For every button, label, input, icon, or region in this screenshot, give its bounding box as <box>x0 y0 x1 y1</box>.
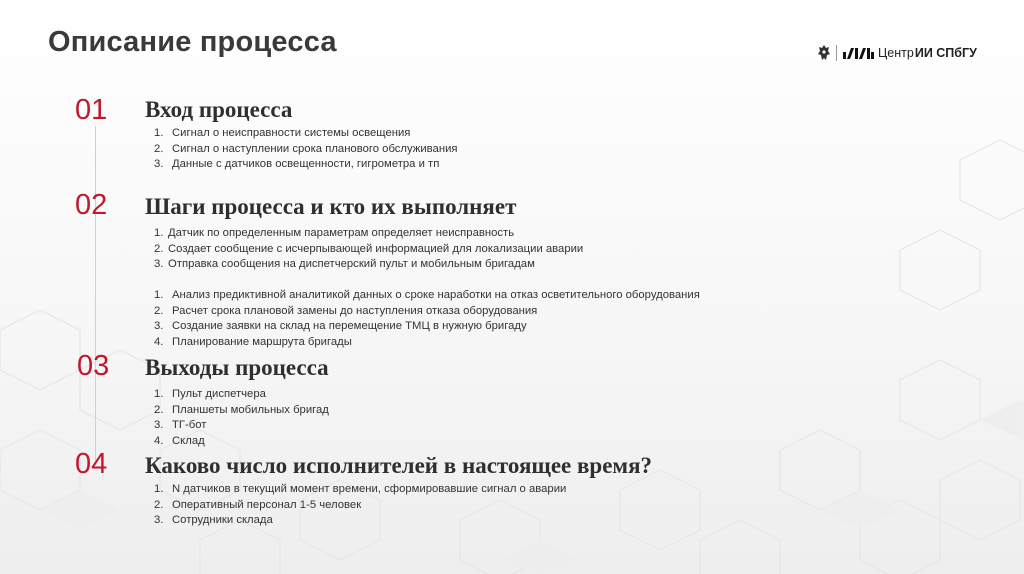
list-item: 1. Сигнал о неисправности системы освещения <box>154 127 411 139</box>
section-heading: Каково число исполнителей в настоящее время? <box>145 453 653 478</box>
ai-center-mark-icon <box>843 46 875 60</box>
list-item: 2. Создает сообщение с исчерпывающей информацией для локализации аварии <box>154 242 584 255</box>
logo-text-bold: ИИ СПбГУ <box>914 46 977 60</box>
list-item: 3. Создание заявки на склад на перемещение ТМЦ в нужную бригаду <box>154 320 527 333</box>
list-item: 3. Отправка сообщения на диспетчерский пульт и мобильным бригадам <box>154 258 535 271</box>
section-heading: Вход процесса <box>145 97 293 122</box>
list-item: 1. Анализ предиктивной аналитикой данных о сроке наработки на отказ осветительного оборудования <box>154 289 700 301</box>
list-item: 3. Сотрудники склада <box>154 514 273 527</box>
section-number: 04 <box>75 448 108 480</box>
spbgu-ai-center-logo <box>817 42 977 64</box>
section-list <box>154 226 583 273</box>
list-item: 4. Склад <box>154 434 205 447</box>
logo-text-main: Центр <box>878 46 914 60</box>
section-heading: Выходы процесса <box>145 355 329 380</box>
list-item: 2. Планшеты мобильных бригад <box>154 403 329 416</box>
university-emblem-icon <box>817 44 831 62</box>
section-list <box>154 288 700 350</box>
list-item: 4. Планирование маршрута бригады <box>154 335 352 348</box>
list-item: 3. Данные с датчиков освещенности, гигрометра и тп <box>154 158 440 171</box>
section-list <box>154 126 458 173</box>
section-number: 02 <box>75 189 108 221</box>
list-item: 2. Сигнал о наступлении срока планового обслуживания <box>154 142 458 155</box>
section-list <box>154 387 329 449</box>
logo-separator <box>836 45 837 61</box>
list-item: 2. Расчет срока плановой замены до наступления отказа оборудования <box>154 304 538 317</box>
list-item: 3. ТГ-бот <box>154 419 207 432</box>
timeline-line <box>95 126 96 466</box>
page-title: Описание процесса <box>48 26 337 58</box>
section-number: 01 <box>75 94 108 126</box>
list-item: 1. N датчиков в текущий момент времени, сформировавшие сигнал о аварии <box>154 483 567 495</box>
logo-text <box>878 46 977 60</box>
section-list <box>154 482 566 529</box>
list-item: 2. Оперативный персонал 1-5 человек <box>154 498 362 511</box>
section-number: 03 <box>77 350 110 382</box>
list-item: 1. Пульт диспетчера <box>154 388 266 400</box>
list-item: 1. Датчик по определенным параметрам определяет неисправность <box>154 227 515 239</box>
section-heading: Шаги процесса и кто их выполняет <box>145 194 517 219</box>
